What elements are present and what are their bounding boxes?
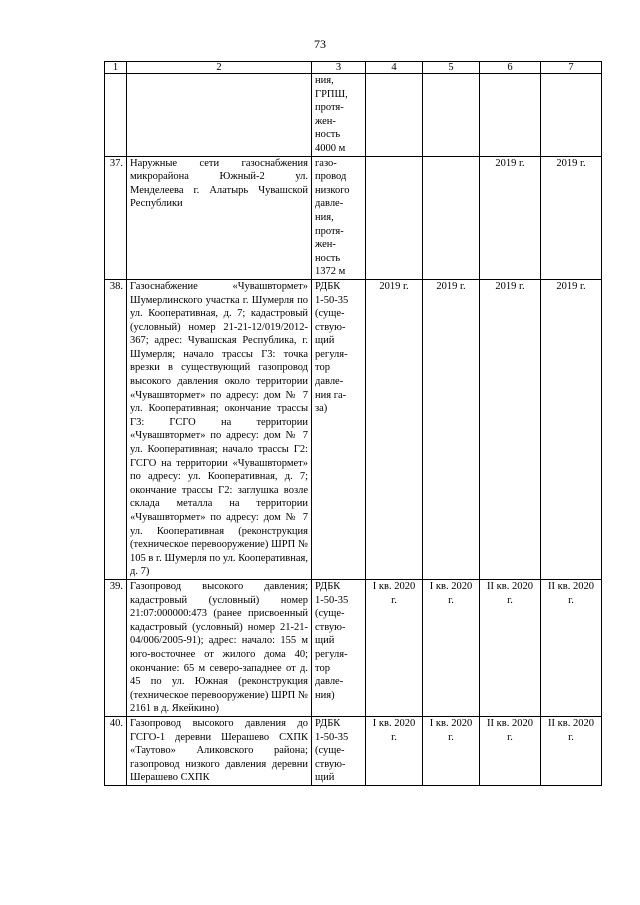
term-column-7: II кв. 2020 г. (541, 579, 602, 716)
object-type-line: регуля- (315, 648, 348, 660)
object-type-line: щий (315, 635, 335, 647)
term-column-7: 2019 г. (541, 156, 602, 279)
term-column-7: 2019 г. (541, 279, 602, 579)
table-row (105, 579, 602, 716)
object-type-line: РДБК (315, 280, 341, 292)
object-type-line: 1-50-35 (315, 731, 349, 743)
object-type-line: ГРПШ, (315, 88, 348, 100)
row-number (105, 74, 127, 157)
object-type-line: (суще- (315, 745, 345, 757)
object-type-line: ния, (315, 211, 334, 223)
object-type (312, 156, 366, 279)
term-column-6: 2019 г. (480, 156, 541, 279)
object-type-line: (суще- (315, 308, 345, 320)
term-column-4 (366, 156, 423, 279)
object-type-line: давле- (315, 376, 344, 388)
object-type (312, 74, 366, 157)
column-header: 1 (105, 62, 127, 74)
term-column-6 (480, 74, 541, 157)
object-type-line: щий (315, 772, 335, 784)
object-type-line: ния, (315, 75, 334, 86)
term-column-4 (366, 74, 423, 157)
term-column-6: II кв. 2020 г. (480, 716, 541, 785)
page-number: 73 (314, 37, 326, 51)
row-number: 40. (105, 716, 127, 785)
term-column-5 (423, 156, 480, 279)
object-type-line: тор (315, 362, 330, 374)
object-type-line: газо- (315, 157, 337, 169)
object-type (312, 579, 366, 716)
object-type-line: 1-50-35 (315, 294, 349, 306)
object-type-line: давле- (315, 676, 344, 688)
object-type-line: ния га- (315, 389, 347, 401)
object-type-line: РДБК (315, 717, 341, 729)
column-header: 2 (127, 62, 312, 74)
object-type-line: тор (315, 662, 330, 674)
object-type-line: ствую- (315, 621, 346, 633)
object-type-line: РДБК (315, 580, 341, 592)
object-type-line: ния) (315, 689, 335, 701)
object-type-line: давле- (315, 198, 344, 210)
column-header: 5 (423, 62, 480, 74)
term-column-7 (541, 74, 602, 157)
table-row (105, 279, 602, 579)
object-type-line: низкого (315, 184, 350, 196)
object-type (312, 279, 366, 579)
object-type-line: щий (315, 335, 335, 347)
object-type-line: протя- (315, 102, 344, 114)
term-column-6: II кв. 2020 г. (480, 579, 541, 716)
object-type-line: протя- (315, 225, 344, 237)
row-number: 39. (105, 579, 127, 716)
object-type-line: провод (315, 171, 347, 183)
row-number: 37. (105, 156, 127, 279)
object-description: Газопровод высокого давления; кадастровый (условный) номер 21:07:000000:473 (ранее присвоенный кадастровый (условный) номер 21-21-04/006/2005-91); адрес: начало: 155 м юго-восточнее от жилого дома 40; окончание: 65 м северо-западнее от д. 45 по ул. Южная (реконструкция (техническое перевооружение) ШРП № 2161 в д. Якейкино) (127, 579, 312, 716)
object-description (127, 74, 312, 157)
construction-schedule-table (104, 61, 602, 786)
object-type-line: ность (315, 252, 341, 264)
term-column-4: 2019 г. (366, 279, 423, 579)
term-column-5: I кв. 2020 г. (423, 716, 480, 785)
object-type-line: 4000 м (315, 142, 346, 154)
term-column-4: I кв. 2020 г. (366, 579, 423, 716)
term-column-6: 2019 г. (480, 279, 541, 579)
object-type-line: за) (315, 403, 328, 415)
term-column-7: II кв. 2020 г. (541, 716, 602, 785)
object-type-line: ствую- (315, 321, 346, 333)
term-column-5: I кв. 2020 г. (423, 579, 480, 716)
object-type-line: (суще- (315, 608, 345, 620)
object-type-line: 1-50-35 (315, 594, 349, 606)
object-description: Наружные сети газоснабжения микрорайона Южный-2 ул. Менделеева г. Алатырь Чувашской Республики (127, 156, 312, 279)
table-header-row (105, 62, 602, 74)
column-header: 6 (480, 62, 541, 74)
table-row (105, 156, 602, 279)
column-header: 7 (541, 62, 602, 74)
column-header: 3 (312, 62, 366, 74)
object-type-line: регуля- (315, 348, 348, 360)
object-type-line: ность (315, 129, 341, 141)
table-row (105, 74, 602, 157)
term-column-4: I кв. 2020 г. (366, 716, 423, 785)
column-header: 4 (366, 62, 423, 74)
object-type-line: 1372 м (315, 266, 346, 278)
table-row (105, 716, 602, 785)
term-column-5: 2019 г. (423, 279, 480, 579)
row-number: 38. (105, 279, 127, 579)
object-type-line: жен- (315, 115, 336, 127)
object-type-line: жен- (315, 239, 336, 251)
object-description: Газоснабжение «Чувашвтормет» Шумерлинского участка г. Шумерля по ул. Кооперативная, д. 7; кадастровый (условный) номер 21-21-12/019/2012-367; адрес: Чувашская Республика, г. Шумерля; начало трассы Г3: точка врезки в существующий газопровод высокого давления около территории «Чувашвтормет» по адресу: дом № 7 ул. Кооперативная; окончание трассы Г3: ГСГО на территории «Чувашвтормет» по адресу: дом № 7 ул. Кооперативная; начало трассы Г2: ГСГО на территории «Чувашвтормет» по адресу: ул. Кооперативная, д. 7; окончание трассы Г2: заглушка возле склада металла на территории «Чувашвтормет» по адресу: дом № 7 ул. Кооперативная (реконструкция (техническое перевооружение) ШРП № 105 в г. Шумерля по ул. Кооперативная, д. 7) (127, 279, 312, 579)
term-column-5 (423, 74, 480, 157)
object-description: Газопровод высокого давления до ГСГО-1 деревни Шерашево СХПК «Таутово» Аликовского района; газопровод низкого давления деревни Шерашево СХПК (127, 716, 312, 785)
object-type (312, 716, 366, 785)
object-type-line: ствую- (315, 758, 346, 770)
